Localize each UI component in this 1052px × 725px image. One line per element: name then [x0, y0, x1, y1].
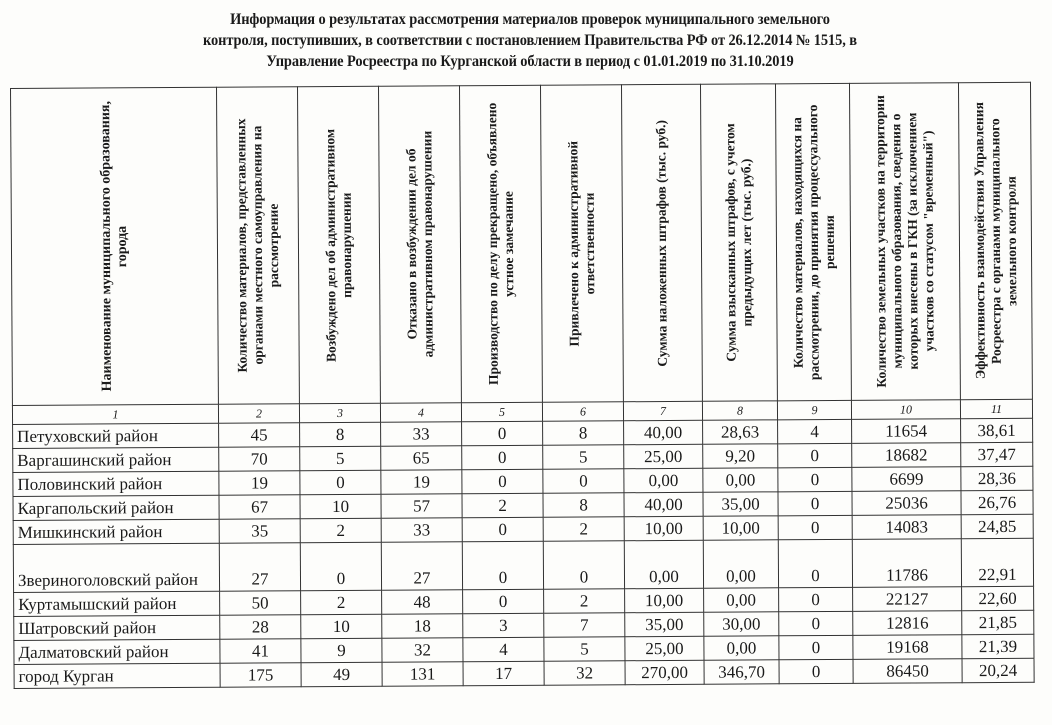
cell-materials-submitted: 35 — [219, 519, 300, 543]
header-effectiveness: Эффективность взаимодействия Управления Росреестра с органами муниципального земельного контроля — [958, 82, 1032, 399]
cell-effectiveness: 38,61 — [961, 418, 1033, 442]
cell-land-plots: 19168 — [853, 635, 962, 660]
cell-held-liable: 8 — [543, 421, 624, 445]
cell-cases-terminated: 3 — [463, 613, 544, 637]
cell-materials-pending: 0 — [779, 659, 853, 683]
cell-materials-pending: 0 — [778, 515, 852, 539]
cell-materials-pending: 4 — [778, 419, 852, 443]
cell-fines-imposed: 10,00 — [625, 588, 704, 612]
cell-materials-submitted: 50 — [220, 591, 301, 615]
cell-effectiveness: 28,36 — [961, 466, 1033, 490]
cell-municipality: Шатровский район — [14, 615, 220, 640]
cell-effectiveness: 21,39 — [962, 634, 1034, 658]
title-line-2: контроля, поступивших, в соответствии с постановлением Правительства РФ от 26.12.2014 № 1515, в — [203, 32, 857, 49]
cell-fines-collected: 10,00 — [703, 516, 778, 540]
cell-land-plots: 11786 — [852, 539, 961, 588]
cell-cases-refused: 33 — [381, 422, 462, 446]
cell-held-liable: 5 — [544, 637, 625, 661]
column-number: 8 — [702, 401, 777, 420]
cell-cases-initiated: 9 — [301, 638, 382, 662]
cell-cases-initiated: 0 — [300, 470, 381, 494]
cell-land-plots: 86450 — [853, 659, 962, 684]
cell-materials-pending: 0 — [778, 443, 852, 467]
cell-municipality: Варгашинский район — [13, 447, 219, 472]
header-materials-submitted: Количество материалов, представленных органами местного самоуправления на рассмотрение — [216, 87, 299, 404]
column-number: 11 — [960, 399, 1032, 418]
table-row — [13, 538, 1033, 592]
cell-municipality: город Курган — [14, 663, 220, 688]
cell-materials-pending: 0 — [778, 467, 852, 491]
column-number: 6 — [542, 402, 623, 421]
column-number: 1 — [12, 404, 218, 424]
cell-fines-imposed: 0,00 — [624, 540, 703, 588]
cell-fines-imposed: 0,00 — [624, 468, 703, 492]
column-number: 2 — [218, 404, 299, 423]
cell-cases-initiated: 10 — [301, 614, 382, 638]
column-number: 10 — [851, 400, 960, 420]
cell-fines-imposed: 25,00 — [625, 636, 704, 660]
cell-municipality: Петуховский район — [13, 423, 219, 448]
cell-cases-terminated: 17 — [463, 661, 544, 685]
cell-effectiveness: 20,24 — [962, 658, 1034, 682]
cell-cases-terminated: 0 — [462, 445, 543, 469]
header-held-liable: Привлечено к административной ответственности — [540, 85, 623, 402]
cell-land-plots: 14083 — [852, 515, 961, 540]
column-number: 3 — [299, 403, 380, 422]
cell-materials-submitted: 28 — [220, 615, 301, 639]
cell-cases-refused: 33 — [381, 518, 462, 542]
cell-held-liable: 32 — [544, 661, 625, 685]
header-row — [11, 82, 1033, 405]
results-table — [10, 82, 1035, 689]
cell-cases-terminated: 0 — [462, 421, 543, 445]
cell-municipality: Куртамышский район — [14, 591, 220, 616]
cell-fines-collected: 0,00 — [703, 468, 778, 492]
cell-materials-pending: 0 — [779, 587, 853, 611]
cell-cases-refused: 65 — [381, 446, 462, 470]
cell-land-plots: 18682 — [852, 443, 961, 468]
header-municipality: Наименование муниципального образования, города — [11, 87, 219, 405]
cell-land-plots: 6699 — [852, 467, 961, 492]
cell-land-plots: 12816 — [853, 611, 962, 636]
cell-fines-collected: 30,00 — [704, 612, 779, 636]
cell-fines-collected: 9,20 — [703, 444, 778, 468]
cell-cases-initiated: 0 — [300, 542, 381, 590]
cell-cases-refused: 57 — [381, 494, 462, 518]
cell-held-liable: 2 — [544, 589, 625, 613]
cell-municipality: Мишкинский район — [13, 519, 219, 544]
cell-cases-initiated: 5 — [300, 446, 381, 470]
cell-fines-collected: 346,70 — [704, 660, 779, 684]
cell-land-plots: 22127 — [853, 587, 962, 612]
header-land-plots: Количество земельных участков на территории муниципального образования, сведения о которых внесены в ГКН (за исключением участков со статусом "временный") — [849, 83, 960, 401]
cell-municipality: Каргапольский район — [13, 495, 219, 520]
cell-materials-submitted: 70 — [219, 447, 300, 471]
cell-held-liable: 7 — [544, 613, 625, 637]
cell-effectiveness: 37,47 — [961, 442, 1033, 466]
cell-materials-submitted: 175 — [220, 663, 301, 687]
cell-materials-submitted: 19 — [219, 471, 300, 495]
cell-fines-collected: 0,00 — [704, 588, 779, 612]
cell-held-liable: 5 — [543, 445, 624, 469]
cell-fines-collected: 28,63 — [703, 420, 778, 444]
cell-fines-collected: 0,00 — [703, 540, 778, 588]
column-number: 7 — [623, 401, 702, 420]
column-number: 9 — [777, 400, 851, 419]
cell-cases-terminated: 4 — [463, 637, 544, 661]
header-fines-imposed: Сумма наложенных штрафов (тыс. руб.) — [621, 84, 702, 401]
cell-cases-terminated: 2 — [462, 493, 543, 517]
column-number: 5 — [461, 402, 542, 421]
title-line-1: Информация о результатах рассмотрения материалов проверок муниципального земельного — [230, 11, 830, 28]
document-title — [74, 9, 985, 72]
cell-fines-imposed: 270,00 — [625, 660, 704, 684]
cell-cases-initiated: 8 — [300, 422, 381, 446]
cell-cases-initiated: 2 — [301, 590, 382, 614]
cell-fines-imposed: 35,00 — [625, 612, 704, 636]
cell-held-liable: 2 — [543, 517, 624, 541]
cell-cases-initiated: 49 — [301, 662, 382, 686]
cell-cases-refused: 19 — [381, 470, 462, 494]
cell-cases-refused: 27 — [381, 542, 462, 590]
cell-materials-submitted: 67 — [219, 495, 300, 519]
cell-materials-pending: 0 — [778, 491, 852, 515]
cell-fines-imposed: 10,00 — [624, 516, 703, 540]
cell-cases-terminated: 0 — [463, 589, 544, 613]
cell-cases-terminated: 0 — [462, 469, 543, 493]
cell-materials-pending: 0 — [778, 539, 852, 587]
cell-cases-refused: 32 — [382, 638, 463, 662]
header-cases-initiated: Возбуждено дел об административном правонарушении — [297, 86, 380, 403]
cell-municipality: Далматовский район — [14, 639, 220, 664]
cell-land-plots: 25036 — [852, 491, 961, 516]
cell-cases-initiated: 10 — [300, 494, 381, 518]
cell-materials-pending: 0 — [779, 635, 853, 659]
cell-effectiveness: 22,91 — [961, 538, 1033, 586]
cell-municipality: Половинский район — [13, 471, 219, 496]
header-materials-pending: Количество материалов, находящихся на рассмотрении, до принятия процессуального решения — [775, 83, 851, 400]
cell-held-liable: 0 — [543, 541, 624, 589]
cell-fines-imposed: 40,00 — [624, 492, 703, 516]
cell-municipality: Звериноголовский район — [13, 543, 219, 592]
cell-materials-submitted: 45 — [219, 423, 300, 447]
cell-materials-submitted: 27 — [219, 543, 300, 591]
cell-held-liable: 8 — [543, 493, 624, 517]
header-cases-terminated: Производство по делу прекращено, объявлено устное замечание — [459, 85, 542, 402]
cell-cases-terminated: 0 — [462, 541, 543, 589]
cell-materials-submitted: 41 — [220, 639, 301, 663]
cell-land-plots: 11654 — [852, 419, 961, 444]
cell-effectiveness: 22,60 — [962, 586, 1034, 610]
cell-cases-terminated: 0 — [462, 517, 543, 541]
cell-cases-initiated: 2 — [300, 518, 381, 542]
header-fines-collected: Сумма взысканных штрафов, с учетом предыдущих лет (тыс. руб.) — [700, 84, 777, 401]
cell-fines-imposed: 25,00 — [624, 444, 703, 468]
title-line-3: Управление Росреестра по Курганской области в период с 01.01.2019 по 31.10.2019 — [266, 53, 794, 70]
cell-cases-refused: 18 — [382, 614, 463, 638]
cell-effectiveness: 21,85 — [962, 610, 1034, 634]
cell-fines-collected: 35,00 — [703, 492, 778, 516]
cell-effectiveness: 24,85 — [961, 514, 1033, 538]
cell-fines-collected: 0,00 — [704, 636, 779, 660]
cell-held-liable: 0 — [543, 469, 624, 493]
cell-cases-refused: 48 — [382, 590, 463, 614]
cell-cases-refused: 131 — [382, 662, 463, 686]
column-number: 4 — [380, 403, 461, 422]
header-cases-refused: Отказано в возбуждении дел об административном правонарушении — [378, 86, 461, 403]
cell-fines-imposed: 40,00 — [624, 420, 703, 444]
cell-materials-pending: 0 — [779, 611, 853, 635]
cell-effectiveness: 26,76 — [961, 490, 1033, 514]
